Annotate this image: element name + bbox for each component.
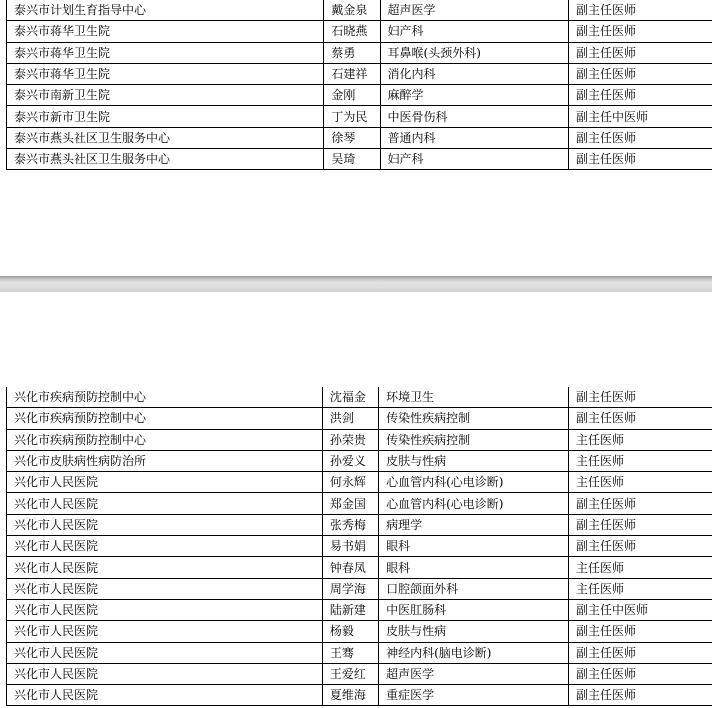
table-row	[7, 429, 712, 450]
specialty-cell: 中医肛肠科	[379, 599, 569, 620]
specialty-cell: 传染性疾病控制	[379, 429, 569, 450]
table-row	[7, 408, 712, 429]
physician-table-top	[6, 0, 712, 170]
doctor-name-cell: 戴金泉	[324, 0, 380, 21]
institution-cell: 泰兴市燕头社区卫生服务中心	[7, 127, 324, 148]
doctor-name-cell: 石建祥	[324, 63, 380, 84]
title-cell: 副主任中医师	[569, 106, 712, 127]
doctor-name-cell: 孙荣贵	[322, 429, 378, 450]
specialty-cell: 病理学	[379, 514, 569, 535]
specialty-cell: 耳鼻喉(头颈外科)	[380, 42, 568, 63]
title-cell: 副主任医师	[569, 493, 712, 514]
doctor-name-cell: 王爱红	[322, 663, 378, 684]
institution-cell: 兴化市人民医院	[7, 493, 323, 514]
table-row	[7, 493, 712, 514]
table-row	[7, 106, 712, 127]
specialty-cell: 心血管内科(心电诊断)	[379, 493, 569, 514]
specialty-cell: 妇产科	[380, 21, 568, 42]
title-cell: 副主任医师	[569, 127, 712, 148]
title-cell: 主任医师	[569, 450, 712, 471]
institution-cell: 兴化市人民医院	[7, 472, 323, 493]
table-row	[7, 472, 712, 493]
specialty-cell: 超声医学	[380, 0, 568, 21]
specialty-cell: 普通内科	[380, 127, 568, 148]
title-cell: 主任医师	[569, 429, 712, 450]
institution-cell: 兴化市疾病预防控制中心	[7, 429, 323, 450]
table-row	[7, 536, 712, 557]
title-cell: 副主任医师	[569, 536, 712, 557]
title-cell: 副主任医师	[569, 514, 712, 535]
page-separator	[0, 276, 712, 292]
specialty-cell: 中医骨伤科	[380, 106, 568, 127]
table-row	[7, 599, 712, 620]
doctor-name-cell: 洪剑	[322, 408, 378, 429]
institution-cell: 兴化市人民医院	[7, 557, 323, 578]
doctor-name-cell: 郑金国	[322, 493, 378, 514]
specialty-cell: 眼科	[379, 536, 569, 557]
title-cell: 副主任医师	[569, 685, 712, 706]
specialty-cell: 消化内科	[380, 63, 568, 84]
institution-cell: 泰兴市南新卫生院	[7, 85, 324, 106]
table-row	[7, 85, 712, 106]
doctor-name-cell: 沈福金	[322, 387, 378, 408]
institution-cell: 泰兴市蒋华卫生院	[7, 42, 324, 63]
institution-cell: 兴化市皮肤病性病防治所	[7, 450, 323, 471]
doctor-name-cell: 吴琦	[324, 149, 380, 170]
doctor-name-cell: 何永辉	[322, 472, 378, 493]
table-row	[7, 685, 712, 706]
table-row	[7, 642, 712, 663]
institution-cell: 泰兴市计划生育指导中心	[7, 0, 324, 21]
specialty-cell: 重症医学	[379, 685, 569, 706]
specialty-cell: 妇产科	[380, 149, 568, 170]
institution-cell: 兴化市人民医院	[7, 621, 323, 642]
specialty-cell: 眼科	[379, 557, 569, 578]
table-row	[7, 557, 712, 578]
title-cell: 副主任医师	[569, 387, 712, 408]
table-row	[7, 42, 712, 63]
doctor-name-cell: 金刚	[324, 85, 380, 106]
table-row	[7, 450, 712, 471]
doctor-name-cell: 钟春凤	[322, 557, 378, 578]
document-page-top	[0, 0, 712, 276]
institution-cell: 泰兴市蒋华卫生院	[7, 63, 324, 84]
doctor-name-cell: 王骞	[322, 642, 378, 663]
institution-cell: 兴化市人民医院	[7, 663, 323, 684]
title-cell: 副主任医师	[569, 85, 712, 106]
specialty-cell: 麻醉学	[380, 85, 568, 106]
table-row	[7, 663, 712, 684]
title-cell: 主任医师	[569, 578, 712, 599]
institution-cell: 兴化市人民医院	[7, 642, 323, 663]
title-cell: 副主任医师	[569, 42, 712, 63]
physician-table-bottom	[6, 387, 712, 706]
table-row	[7, 21, 712, 42]
doctor-name-cell: 杨毅	[322, 621, 378, 642]
institution-cell: 兴化市人民医院	[7, 599, 323, 620]
specialty-cell: 皮肤与性病	[379, 450, 569, 471]
title-cell: 副主任医师	[569, 408, 712, 429]
specialty-cell: 超声医学	[379, 663, 569, 684]
specialty-cell: 口腔颌面外科	[379, 578, 569, 599]
table-row	[7, 127, 712, 148]
doctor-name-cell: 周学海	[322, 578, 378, 599]
doctor-name-cell: 易书娟	[322, 536, 378, 557]
title-cell: 副主任医师	[569, 621, 712, 642]
institution-cell: 兴化市疾病预防控制中心	[7, 387, 323, 408]
doctor-name-cell: 徐琴	[324, 127, 380, 148]
doctor-name-cell: 夏维海	[322, 685, 378, 706]
table-row	[7, 578, 712, 599]
title-cell: 副主任医师	[569, 21, 712, 42]
title-cell: 主任医师	[569, 472, 712, 493]
title-cell: 副主任医师	[569, 0, 712, 21]
institution-cell: 泰兴市燕头社区卫生服务中心	[7, 149, 324, 170]
institution-cell: 泰兴市蒋华卫生院	[7, 21, 324, 42]
specialty-cell: 传染性疾病控制	[379, 408, 569, 429]
institution-cell: 兴化市人民医院	[7, 536, 323, 557]
institution-cell: 兴化市人民医院	[7, 514, 323, 535]
doctor-name-cell: 张秀梅	[322, 514, 378, 535]
table-body	[7, 0, 712, 170]
doctor-name-cell: 陆新建	[322, 599, 378, 620]
title-cell: 副主任医师	[569, 63, 712, 84]
title-cell: 副主任医师	[569, 663, 712, 684]
table-row	[7, 387, 712, 408]
doctor-name-cell: 孙爱义	[322, 450, 378, 471]
institution-cell: 泰兴市新市卫生院	[7, 106, 324, 127]
specialty-cell: 神经内科(脑电诊断)	[379, 642, 569, 663]
institution-cell: 兴化市人民医院	[7, 685, 323, 706]
title-cell: 副主任中医师	[569, 599, 712, 620]
institution-cell: 兴化市人民医院	[7, 578, 323, 599]
specialty-cell: 皮肤与性病	[379, 621, 569, 642]
doctor-name-cell: 丁为民	[324, 106, 380, 127]
title-cell: 副主任医师	[569, 642, 712, 663]
table-row	[7, 621, 712, 642]
document-page-bottom	[0, 292, 712, 708]
doctor-name-cell: 石晓燕	[324, 21, 380, 42]
table-body	[7, 387, 712, 706]
doctor-name-cell: 蔡勇	[324, 42, 380, 63]
table-row	[7, 514, 712, 535]
title-cell: 主任医师	[569, 557, 712, 578]
title-cell: 副主任医师	[569, 149, 712, 170]
specialty-cell: 心血管内科(心电诊断)	[379, 472, 569, 493]
specialty-cell: 环境卫生	[379, 387, 569, 408]
table-row	[7, 149, 712, 170]
institution-cell: 兴化市疾病预防控制中心	[7, 408, 323, 429]
table-row	[7, 0, 712, 21]
table-row	[7, 63, 712, 84]
